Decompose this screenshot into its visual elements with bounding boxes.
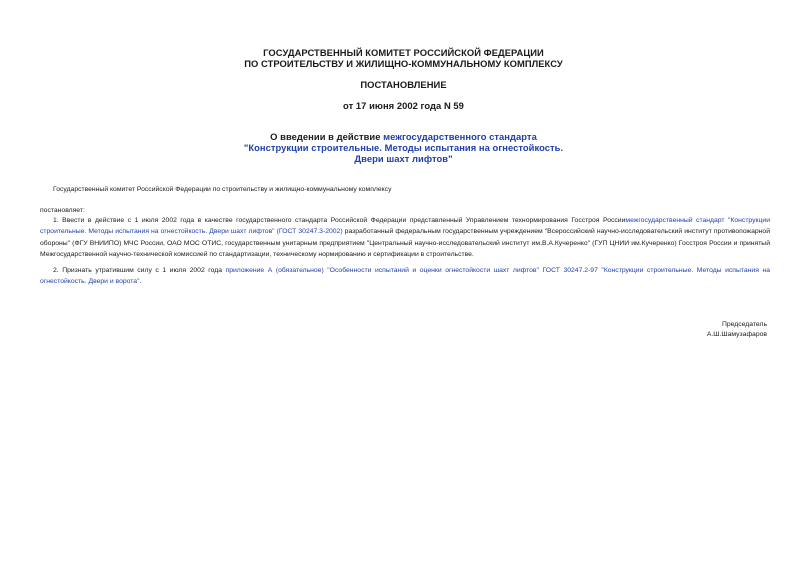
title-standard-link[interactable]: межгосударственного стандарта bbox=[383, 131, 537, 142]
signatory-name: А.Ш.Шамузафаров bbox=[706, 331, 767, 338]
clause-2 bbox=[40, 265, 770, 288]
document-date: от 17 июня 2002 года N 59 bbox=[343, 100, 464, 111]
appendix-a-link[interactable]: приложение А (обязательное) "Особенности испытаний и оценки огнестойкости шахт лифтов" ГОСТ 30247.2-97 "Конструкции строительные. Методы испытания на огнестойкость. Двери и ворота" bbox=[40, 267, 770, 286]
clause-2-text-a: 2. Признать утратившим силу с 1 июля 2002 года bbox=[53, 267, 226, 274]
authority-line-1: ГОСУДАРСТВЕННЫЙ КОМИТЕТ РОССИЙСКОЙ ФЕДЕРАЦИИ bbox=[263, 47, 544, 58]
clause-1-text-a: 1. Ввести в действие с 1 июля 2002 года в качестве государственного стандарта Российской Федерации представленный Управлением технормирования Госстроя России bbox=[53, 217, 626, 224]
signatory-role: Председатель bbox=[722, 321, 767, 328]
document-title bbox=[0, 131, 807, 164]
intro-paragraph: Государственный комитет Российской Федерации по строительству и жилищно-коммунальному комплексу bbox=[53, 186, 392, 193]
resolves-label: постановляет: bbox=[40, 207, 85, 214]
clause-1 bbox=[40, 215, 770, 261]
clause-1-text-b: разработанный федеральным государственным учреждением "Всероссийский научно-исследовательский институт противопожарной обороны" (ФГУ ВНИИПО) МЧС России, ОАО МОС ОТИС, государственным унитарным предприятием "Центральный научно-исследовательский институт им.В.А.Кучеренко" (ГУП ЦНИИ им.Кучеренко) Госстроя России и принятый Межгосударственной научно-технической комиссией по стандартизации, техническому нормированию и сертификации в строительстве. bbox=[40, 228, 770, 259]
title-prefix: О введении в действие bbox=[270, 131, 384, 142]
authority-line-2: ПО СТРОИТЕЛЬСТВУ И ЖИЛИЩНО-КОММУНАЛЬНОМУ КОМПЛЕКСУ bbox=[244, 58, 563, 69]
gost-30247-3-link[interactable]: межгосударственный стандарт "Конструкции строительные. Методы испытания на огнестойкость. Двери шахт лифтов" (ГОСТ 30247.3-2002) bbox=[40, 217, 770, 236]
title-standard-link-line-3[interactable]: Двери шахт лифтов" bbox=[354, 153, 453, 164]
document-type: ПОСТАНОВЛЕНИЕ bbox=[360, 79, 447, 90]
clause-2-text-b: . bbox=[139, 278, 142, 286]
issuing-authority bbox=[0, 47, 807, 69]
title-standard-link-line-2[interactable]: "Конструкции строительные. Методы испытания на огнестойкость. bbox=[243, 142, 564, 153]
